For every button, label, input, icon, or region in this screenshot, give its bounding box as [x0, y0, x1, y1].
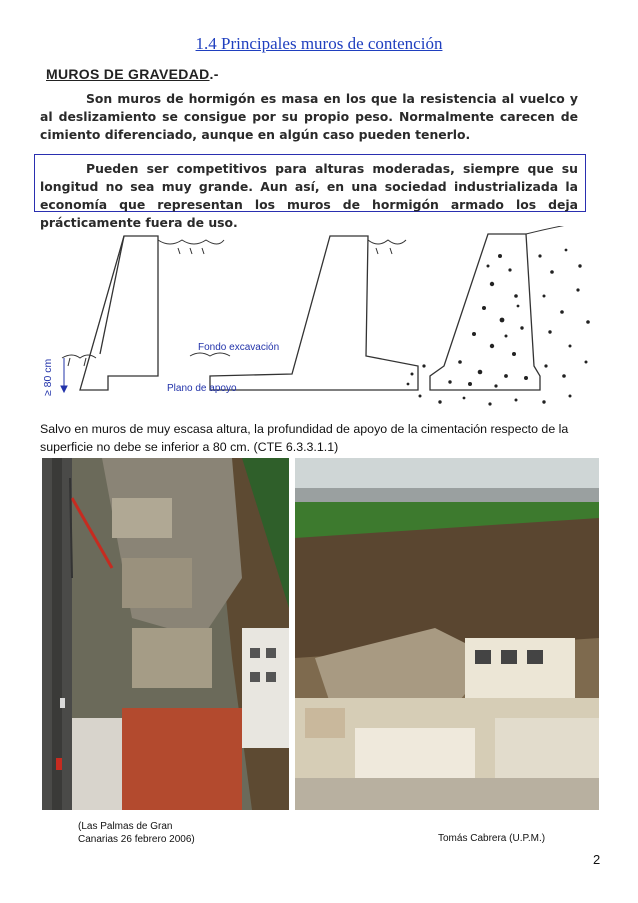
page-number: 2: [593, 852, 601, 867]
label-depth: ≥ 80 cm: [42, 358, 54, 396]
paragraph-gravity-walls: Son muros de hormigón es masa en los que la resistencia al vuelco y al deslizamiento se consigue por su propio peso. Normalmente carecen de cimiento diferenciado, aunque en algún caso pueden tenerlo.: [40, 91, 578, 142]
photo-caption: [78, 820, 195, 846]
caption-line-2: Canarias 26 febrero 2006): [78, 834, 195, 845]
gravity-wall-diagrams: [40, 226, 600, 416]
label-plano-apoyo: Plano de apoyo: [167, 383, 237, 394]
cte-note: Salvo en muros de muy escasa altura, la profundidad de apoyo de la cimentación respecto de la superficie no debe se inferior a 80 cm. (CTE 6.3.3.1.1): [40, 422, 569, 454]
photo-aerial-collapse: [42, 458, 289, 810]
wall-diagram-2: [210, 236, 418, 390]
author-credit: Tomás Cabrera (U.P.M.): [438, 833, 546, 844]
label-fondo-excavacion: Fondo excavación: [198, 342, 280, 353]
photo-collapsed-slope: [295, 458, 599, 810]
page-title: 1.4 Principales muros de contención: [195, 34, 443, 53]
wall-diagram-3: [430, 234, 540, 390]
section-heading: MUROS DE GRAVEDAD.-: [46, 66, 219, 82]
depth-arrow: [61, 358, 67, 392]
caption-line-1: (Las Palmas de Gran: [78, 821, 173, 832]
wall-diagram-1: [80, 236, 158, 390]
paragraph-competitiveness: Pueden ser competitivos para alturas moderadas, siempre que su longitud no sea muy grande. Aun así, en una sociedad industrializada la economía que representan los muros de hormigón armado los deja prácticamente fuera de uso.: [40, 161, 578, 230]
